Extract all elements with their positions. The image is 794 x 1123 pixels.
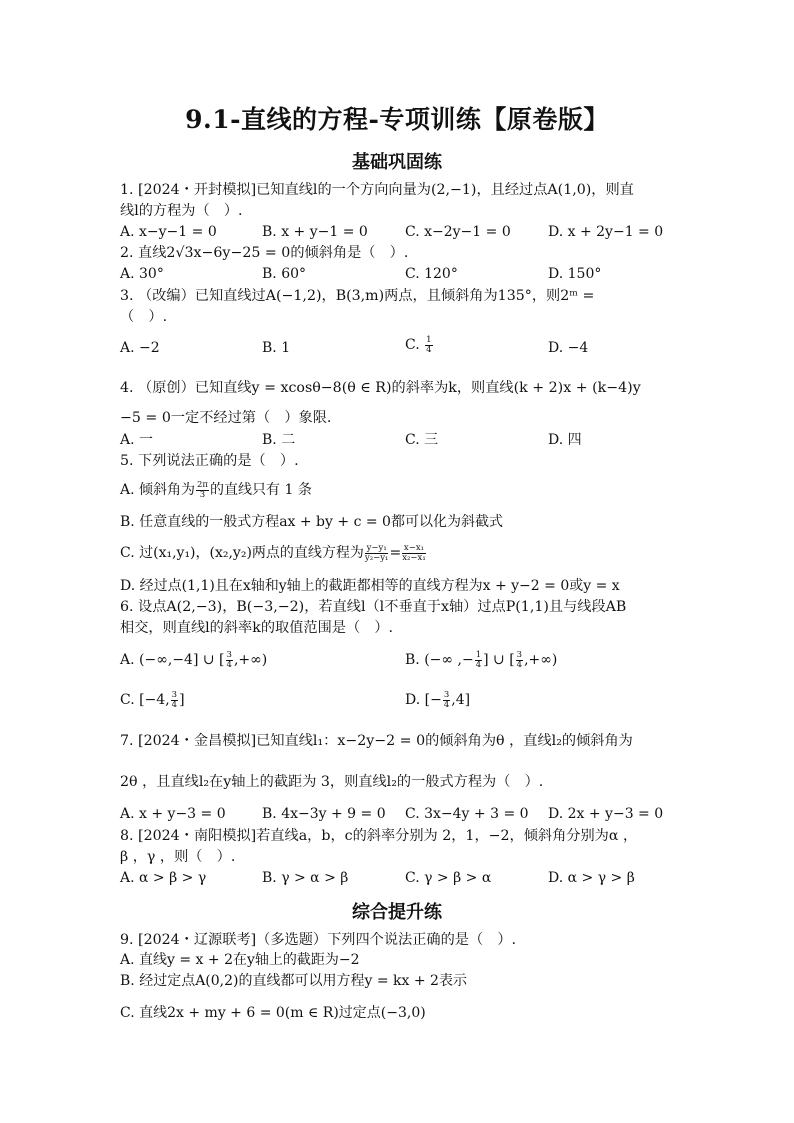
q4-option-a: A. 一 [120, 432, 154, 448]
option-text: ,+∞) [524, 652, 558, 668]
option-fraction [475, 651, 482, 670]
q8-option-c: C. γ > β > α [405, 870, 492, 886]
q5-option-a [120, 480, 312, 500]
q3-option-c-fraction [425, 336, 432, 355]
q4-option-b: B. 二 [262, 432, 296, 448]
fraction-denominator: x₂−x₁ [402, 552, 426, 563]
q2-stem: 2. 直线2√3x−6y−25 = 0的倾斜角是（ ）. [120, 245, 409, 261]
q9-option-c: C. 直线2x + my + 6 = 0(m ∈ R)过定点(−3,0) [120, 1005, 426, 1021]
fraction-denominator: 4 [443, 699, 450, 710]
option-text: ,4] [451, 692, 471, 708]
q3-option-d: D. −4 [548, 340, 589, 356]
option-text: C. [−4, [120, 692, 170, 708]
q5-option-b: B. 任意直线的一般式方程ax + by + c = 0都可以化为斜截式 [120, 514, 503, 530]
q5-option-c [120, 543, 427, 563]
q6-option-d [405, 690, 470, 710]
q5-option-d: D. 经过点(1,1)且在x轴和y轴上的截距都相等的直线方程为x + y−2 = 0或y = x [120, 578, 620, 594]
q2-option-b: B. 60° [262, 266, 307, 282]
q9-stem: 9. [2024・辽源联考]（多选题）下列四个说法正确的是（ ）. [120, 932, 517, 948]
q8-option-b: B. γ > α > β [262, 870, 349, 886]
q5-option-a-text: A. 倾斜角为 [120, 482, 196, 498]
q7-option-c: C. 3x−4y + 3 = 0 [405, 806, 529, 822]
q1-stem-line1: 1. [2024・开封模拟]已知直线l的一个方向向量为(2,−1)，且经过点A(1,0)，则直 [120, 182, 634, 198]
q3-option-c-label: C. [405, 337, 420, 353]
q6-option-b [405, 650, 557, 670]
q5-option-c-fraction-1 [365, 544, 389, 563]
q4-stem-line2: −5 = 0一定不经过第（ ）象限. [120, 410, 332, 426]
option-text: D. [− [405, 692, 442, 708]
q1-option-b: B. x + y−1 = 0 [262, 224, 368, 240]
q1-stem-line2: 线l的方程为（ ）. [120, 203, 243, 219]
fraction-denominator: 4 [516, 659, 523, 670]
option-text: ] [179, 692, 185, 708]
q5-stem: 5. 下列说法正确的是（ ）. [120, 453, 299, 469]
fraction-denominator: y₂−y₁ [364, 552, 389, 563]
q1-option-d: D. x + 2y−1 = 0 [548, 224, 664, 240]
q7-stem-line1: 7. [2024・金昌模拟]已知直线l₁：x−2y−2 = 0的倾斜角为θ ，直线l₂的倾斜角为 [120, 733, 633, 749]
q7-option-a: A. x + y−3 = 0 [120, 806, 226, 822]
q2-option-d: D. 150° [548, 266, 602, 282]
q5-option-a-fraction [196, 481, 209, 500]
q4-stem-line1: 4. （原创）已知直线y = xcosθ−8(θ ∈ R)的斜率为k，则直线(k + 2)x + (k−4)y [120, 380, 641, 396]
section-advanced: 综合提升练 [352, 902, 442, 923]
option-text: B. (−∞ ,− [405, 652, 474, 668]
fraction-denominator: 3 [199, 489, 206, 500]
q6-stem-line1: 6. 设点A(2,−3)，B(−3,−2)，若直线l（l不垂直于x轴）过点P(1,1)且与线段AB [120, 599, 627, 615]
fraction-denominator: 4 [226, 659, 232, 670]
option-text: A. (−∞,−4] ∪ [ [120, 652, 225, 668]
section-basic: 基础巩固练 [352, 152, 442, 173]
fraction-numerator: 2π [197, 479, 209, 490]
option-text: ,+∞) [233, 652, 268, 668]
q1-option-a: A. x−y−1 = 0 [120, 224, 217, 240]
q5-option-c-fraction-2 [402, 544, 426, 563]
fraction-numerator: y−y₁ [366, 542, 387, 553]
q3-option-a: A. −2 [120, 340, 160, 356]
option-fraction [171, 691, 178, 710]
fraction-denominator: 4 [171, 699, 178, 710]
fraction-numerator: 1 [426, 334, 432, 345]
fraction-denominator: 4 [475, 659, 482, 670]
q2-option-a: A. 30° [120, 266, 164, 282]
q7-stem-line2: 2θ ，且直线l₂在y轴上的截距为 3，则直线l₂的一般式方程为（ ）. [120, 774, 544, 790]
q9-option-b: B. 经过定点A(0,2)的直线都可以用方程y = kx + 2表示 [120, 973, 467, 989]
q6-stem-line2: 相交，则直线l的斜率k的取值范围是（ ）. [120, 620, 394, 636]
q7-option-b: B. 4x−3y + 9 = 0 [262, 806, 386, 822]
option-fraction [443, 691, 450, 710]
equals-sign: = [389, 545, 402, 561]
q5-option-c-text: C. 过(x₁,y₁)，(x₂,y₂)两点的直线方程为 [120, 545, 364, 561]
option-fraction [226, 651, 233, 670]
page-title: 9.1-直线的方程-专项训练【原卷版】 [185, 105, 609, 134]
q5-option-a-tail: 的直线只有 1 条 [210, 482, 312, 498]
q3-option-c [405, 335, 434, 355]
q8-stem-line2: β ，γ ，则（ ）. [120, 849, 236, 865]
q7-option-d: D. 2x + y−3 = 0 [548, 806, 664, 822]
q8-option-d: D. α > γ > β [548, 870, 635, 886]
fraction-numerator: 3 [516, 649, 523, 660]
q3-stem-line2: （ ）. [120, 309, 168, 325]
q4-option-d: D. 四 [548, 432, 582, 448]
fraction-numerator: 3 [443, 689, 450, 700]
q6-option-c [120, 690, 185, 710]
option-fraction [516, 651, 523, 670]
fraction-numerator: x−x₁ [403, 542, 425, 553]
fraction-numerator: 3 [226, 649, 232, 660]
q9-option-a: A. 直线y = x + 2在y轴上的截距为−2 [120, 952, 360, 968]
q6-option-a [120, 650, 267, 670]
q8-option-a: A. α > β > γ [120, 870, 207, 886]
fraction-denominator: 4 [426, 344, 432, 355]
q4-option-c: C. 三 [405, 432, 439, 448]
q1-option-c: C. x−2y−1 = 0 [405, 224, 511, 240]
q3-stem-line1: 3. （改编）已知直线过A(−1,2)，B(3,m)两点，且倾斜角为135°，则2ᵐ = [120, 288, 595, 304]
fraction-numerator: 1 [475, 649, 482, 660]
q2-option-c: C. 120° [405, 266, 458, 282]
fraction-numerator: 3 [171, 689, 178, 700]
option-text: ] ∪ [ [483, 652, 515, 668]
q3-option-b: B. 1 [262, 340, 291, 356]
q8-stem-line1: 8. [2024・南阳模拟]若直线a，b，c的斜率分别为 2，1，−2，倾斜角分别为α ， [120, 828, 638, 844]
